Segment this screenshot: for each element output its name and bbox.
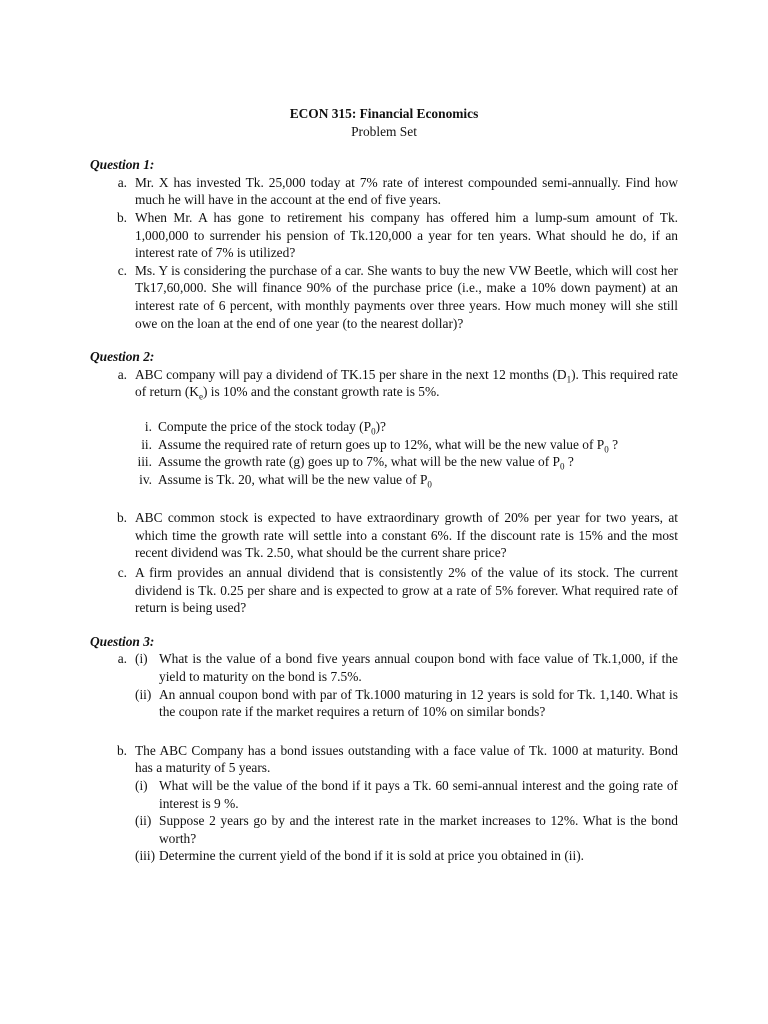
question-1-heading: Question 1: bbox=[90, 157, 155, 173]
q2-item-b bbox=[90, 509, 678, 562]
item-text: A firm provides an annual dividend that is consistently 2% of the value of its stock. The current dividend is Tk. 0.25 per share and is expected to grow at a rate of 5% forever. What required rate of return is being used? bbox=[135, 565, 678, 616]
text-part: Assume is Tk. 20, what will be the new value of P bbox=[158, 471, 428, 487]
text-part: ? bbox=[608, 436, 619, 452]
item-label: b. bbox=[116, 209, 127, 225]
sub-item-label: ii. bbox=[141, 436, 152, 452]
q2-sub-item-ii bbox=[90, 436, 678, 454]
q3-item-b bbox=[90, 742, 678, 865]
q3-a-part-ii bbox=[135, 686, 678, 721]
sub-item-text bbox=[158, 436, 678, 454]
q2-sub-item-i bbox=[90, 418, 678, 436]
question-3-heading: Question 3: bbox=[90, 633, 155, 649]
subscript: 1 bbox=[566, 374, 572, 385]
item-body bbox=[135, 742, 678, 865]
item-text: Mr. X has invested Tk. 25,000 today at 7% rate of interest compounded semi-annually. Find how much he will have in the account at the end of five years. bbox=[135, 174, 678, 208]
item-label: a. bbox=[117, 174, 127, 190]
sub-item-text bbox=[158, 471, 678, 489]
part-label: (iii) bbox=[135, 848, 156, 864]
subscript: 0 bbox=[427, 479, 432, 490]
q3-a-part-i bbox=[135, 650, 678, 685]
item-label: b. bbox=[116, 510, 127, 526]
text-part: ) is 10% and the constant growth rate is 5%. bbox=[202, 384, 440, 400]
document-title: ECON 315: Financial Economics bbox=[289, 106, 479, 121]
item-text: Ms. Y is considering the purchase of a car. She wants to buy the new VW Beetle, which will cost her Tk17,60,000. She will finance 90% of the purchase price (i.e., make a 10% down payment) at an interest rate of 6 percent, with monthly payments over three years. How much money will she still owe on the loan at the end of one year (to the nearest dollar)? bbox=[135, 262, 678, 331]
part-text: An annual coupon bond with par of Tk.1000 maturing in 12 years is sold for Tk. 1,140. What is the coupon rate if the market requires a return of 10% on similar bonds? bbox=[159, 686, 678, 720]
text-part: Assume the growth rate (g) goes up to 7%, what will be the new value of P bbox=[158, 454, 561, 470]
item-label: c. bbox=[117, 565, 127, 581]
part-text: Suppose 2 years go by and the interest rate in the market increases to 12%. What is the bond worth? bbox=[159, 813, 678, 846]
q2-item-c bbox=[90, 564, 678, 617]
item-text: When Mr. A has gone to retirement his company has offered him a lump-sum amount of Tk. 1,000,000 to surrender his pension of Tk.120,000 a year for ten years. What should he do, if an interest rate of 7% is utilized? bbox=[135, 209, 678, 261]
spacer bbox=[90, 488, 678, 509]
text-part: )? bbox=[375, 418, 386, 434]
spacer bbox=[90, 721, 678, 742]
text-part: ). This required rate of return (K bbox=[135, 366, 678, 400]
q2-sub-item-iv bbox=[90, 471, 678, 489]
sub-item-text bbox=[158, 453, 678, 471]
sub-item-label: i. bbox=[144, 418, 152, 434]
item-text: ABC common stock is expected to have extraordinary growth of 20% per year for two years, at which time the growth rate will settle into a constant 6%. If the discount rate is 15% and the most recent dividend was Tk. 2.50, what should be the current share price? bbox=[135, 510, 678, 561]
item-label: a. bbox=[117, 651, 127, 667]
part-label: (i) bbox=[135, 651, 148, 667]
part-text: Determine the current yield of the bond if it is sold at price you obtained in (ii). bbox=[159, 848, 585, 864]
text-part: Compute the price of the stock today (P bbox=[158, 418, 372, 434]
item-body bbox=[135, 650, 678, 720]
question-2-heading: Question 2: bbox=[90, 349, 155, 365]
part-label: (ii) bbox=[135, 686, 152, 702]
part-text: What is the value of a bond five years annual coupon bond with face value of Tk.1,000, if the yield to maturity on the bond is 7.5%. bbox=[159, 651, 678, 685]
item-label: b. bbox=[116, 742, 127, 758]
q2-item-a bbox=[90, 366, 678, 401]
q3-b-part-ii bbox=[135, 812, 678, 847]
q1-item-c bbox=[90, 262, 678, 332]
part-label: (ii) bbox=[135, 813, 152, 829]
item-text bbox=[135, 366, 678, 401]
text-part: ? bbox=[564, 454, 574, 470]
item-text: The ABC Company has a bond issues outstanding with a face value of Tk. 1000 at maturity. Bond has a maturity of 5 years. bbox=[135, 742, 678, 776]
q3-b-part-i bbox=[135, 777, 678, 812]
q3-item-a bbox=[90, 650, 678, 720]
sub-item-text bbox=[158, 418, 678, 436]
sub-item-label: iii. bbox=[137, 454, 152, 470]
subscript: e bbox=[198, 391, 203, 402]
item-label: a. bbox=[117, 366, 127, 382]
subscript: 0 bbox=[560, 461, 565, 472]
subscript: 0 bbox=[371, 426, 376, 437]
q1-item-b bbox=[90, 209, 678, 262]
q2-sub-item-iii bbox=[90, 453, 678, 471]
document-subtitle: Problem Set bbox=[351, 123, 417, 139]
subscript: 0 bbox=[604, 444, 609, 455]
q3-b-part-iii bbox=[135, 847, 678, 865]
part-label: (i) bbox=[135, 778, 148, 793]
text-part: Assume the required rate of return goes up to 12%, what will be the new value of P bbox=[158, 436, 605, 452]
spacer bbox=[90, 401, 678, 418]
sub-item-label: iv. bbox=[139, 471, 152, 487]
item-label: c. bbox=[117, 262, 127, 278]
text-part: ABC company will pay a dividend of TK.15 per share in the next 12 months (D bbox=[135, 366, 567, 382]
part-text: What will be the value of the bond if it pays a Tk. 60 semi-annual interest and the going rate of interest is 9 %. bbox=[159, 778, 678, 811]
q1-item-a bbox=[90, 174, 678, 209]
